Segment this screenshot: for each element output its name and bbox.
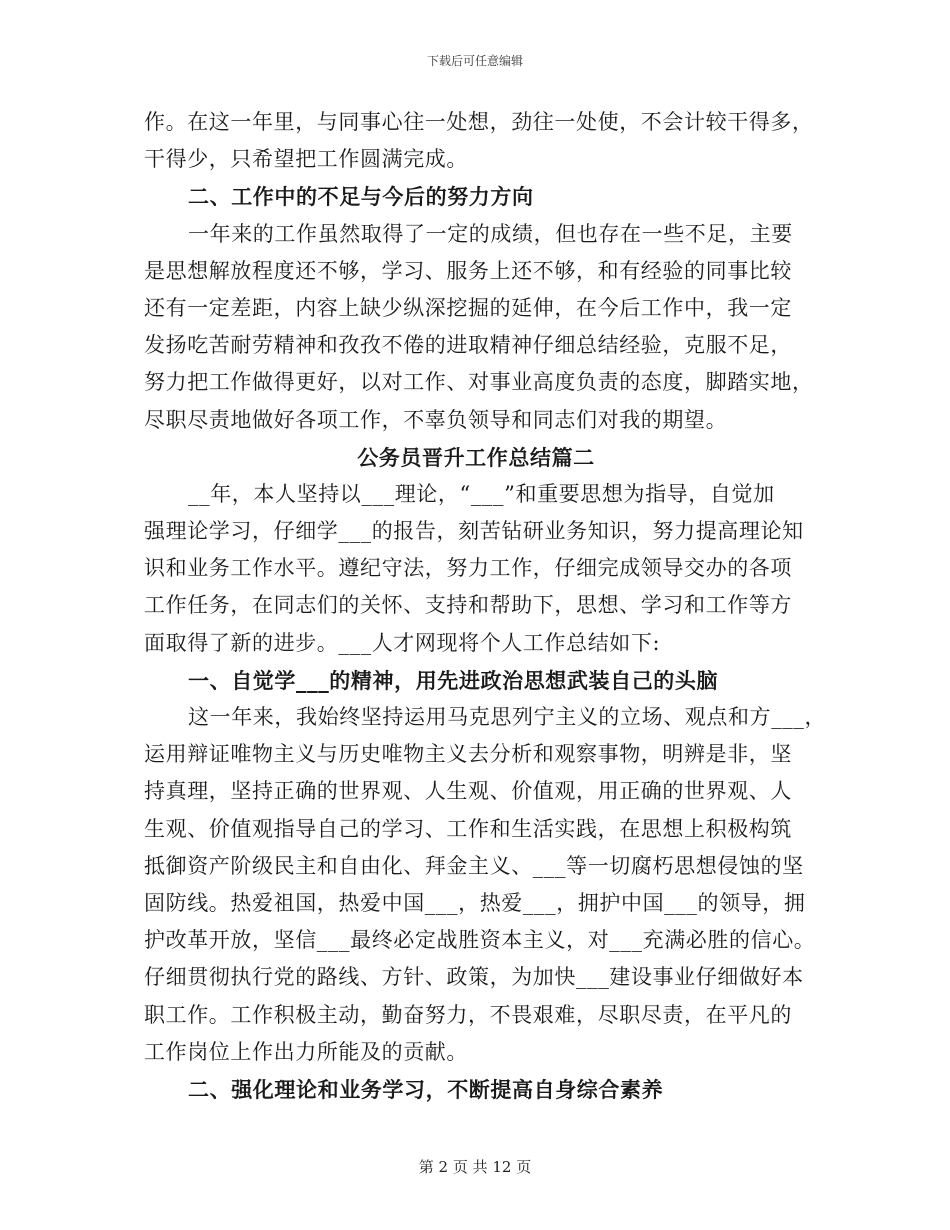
- paragraph-line: 这一年来，我始终坚持运用马克思列宁主义的立场、观点和方___，: [188, 705, 827, 729]
- paragraph-line: 强理论学习，仔细学___的报告，刻苦钻研业务知识，努力提高理论知: [144, 519, 804, 544]
- paragraph-line: 职工作。工作积极主动，勤奋努力，不畏艰难，尽职尽责，在平凡的: [144, 1002, 792, 1027]
- section-heading: 公务员晋升工作总结篇二: [357, 444, 595, 470]
- paragraph-line: 面取得了新的进步。___人才网现将个人工作总结如下:: [144, 630, 661, 655]
- paragraph-line: 护改革开放，坚信___最终必定战胜资本主义，对___充满必胜的信心。: [144, 928, 816, 953]
- section-heading: 二、强化理论和业务学习，不断提高自身综合素养: [188, 1076, 664, 1102]
- section-heading: 二、工作中的不足与今后的努力方向: [188, 184, 534, 210]
- paragraph-line: 干得少，只希望把工作圆满完成。: [144, 147, 468, 172]
- paragraph-line: 运用辩证唯物主义与历史唯物主义去分析和观察事物，明辨是非，坚: [144, 742, 792, 767]
- paragraph-line: __年，本人坚持以___理论，“___”和重要思想为指导，自觉加: [188, 481, 775, 506]
- paragraph-line: 生观、价值观指导自己的学习、工作和生活实践，在思想上积极构筑: [144, 816, 792, 841]
- paragraph-line: 工作岗位上作出力所能及的贡献。: [144, 1039, 468, 1064]
- paragraph-line: 一年来的工作虽然取得了一定的成绩，但也存在一些不足，主要: [188, 221, 793, 246]
- paragraph-line: 识和业务工作水平。遵纪守法，努力工作，仔细完成领导交办的各项: [144, 556, 792, 581]
- paragraph-line: 努力把工作做得更好，以对工作、对事业高度负责的态度，脚踏实地，: [144, 370, 814, 395]
- paragraph-line: 固防线。热爱祖国，热爱中国___，热爱___，拥护中国___的领导，拥: [144, 890, 806, 915]
- paragraph-line: 持真理，坚持正确的世界观、人生观、价值观，用正确的世界观、人: [144, 779, 792, 804]
- paragraph-line: 仔细贯彻执行党的路线、方针、政策，为加快___建设事业仔细做好本: [144, 965, 804, 990]
- paragraph-line: 抵御资产阶级民主和自由化、拜金主义、___等一切腐朽思想侵蚀的坚: [144, 853, 804, 878]
- paragraph-line: 发扬吃苦耐劳精神和孜孜不倦的进取精神仔细总结经验，克服不足，: [144, 333, 792, 358]
- header-note: 下载后可任意编辑: [426, 54, 523, 68]
- document-body: [144, 104, 827, 1108]
- paragraph-line: 作。在这一年里，与同事心往一处想，劲往一处使，不会计较干得多，: [144, 110, 814, 134]
- paragraph-line: 工作任务，在同志们的关怀、支持和帮助下，思想、学习和工作等方: [144, 593, 792, 618]
- page-number: 第 2 页 共 12 页: [418, 1158, 532, 1176]
- paragraph-line: 尽职尽责地做好各项工作，不辜负领导和同志们对我的期望。: [144, 407, 728, 432]
- paragraph-line: 是思想解放程度还不够，学习、服务上还不够，和有经验的同事比较: [144, 258, 792, 283]
- section-heading: 一、自觉学___的精神，用先进政治思想武装自己的头脑: [188, 667, 719, 693]
- paragraph-line: 还有一定差距，内容上缺少纵深挖掘的延伸，在今后工作中，我一定: [144, 295, 792, 320]
